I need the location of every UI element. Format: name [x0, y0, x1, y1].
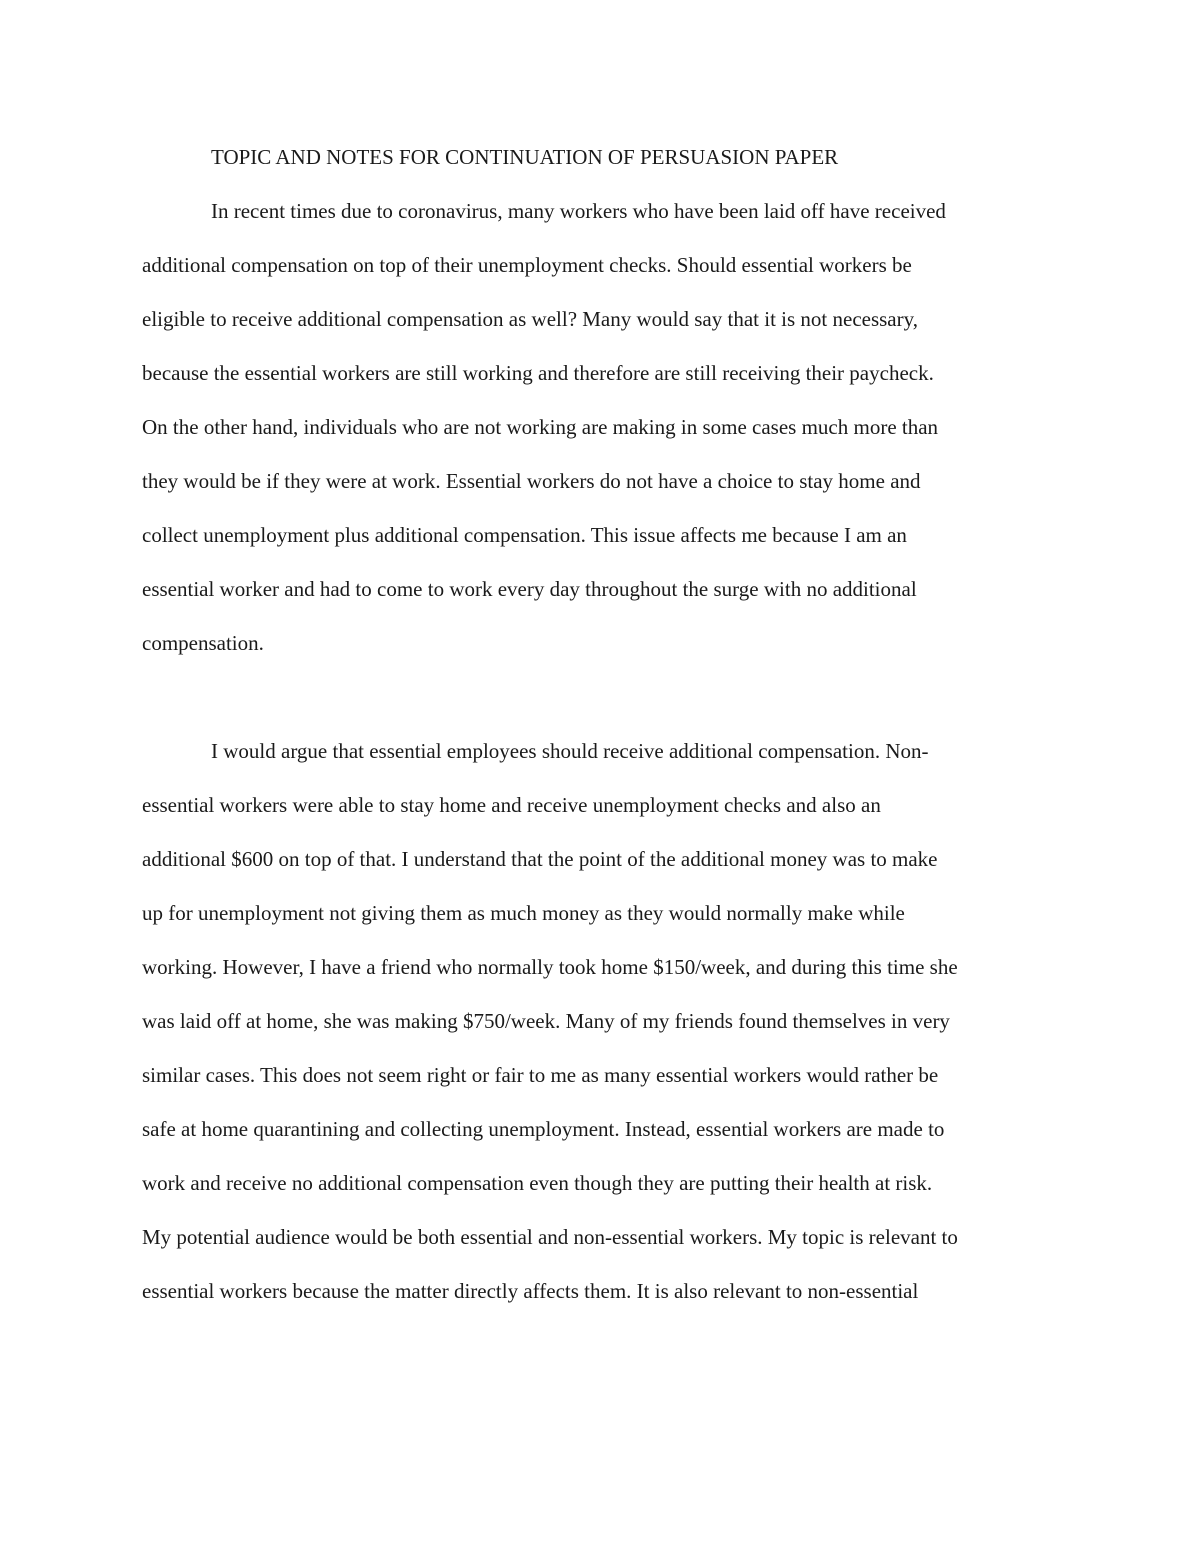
paragraph-line: compensation.	[142, 631, 264, 655]
paragraph-line: On the other hand, individuals who are not working are making in some cases much more than	[142, 415, 939, 439]
paragraph-line: working. However, I have a friend who normally took home $150/week, and during this time she	[142, 955, 958, 979]
paragraph-line: because the essential workers are still working and therefore are still receiving their paycheck.	[142, 361, 934, 385]
paragraph-1	[142, 184, 1072, 670]
paragraph-spacer	[142, 670, 1072, 724]
paragraph-line: up for unemployment not giving them as much money as they would normally make while	[142, 901, 905, 925]
paragraph-2	[142, 724, 1072, 1318]
paragraph-line: essential workers were able to stay home and receive unemployment checks and also an	[142, 793, 881, 817]
document-title: TOPIC AND NOTES FOR CONTINUATION OF PERSUASION PAPER	[211, 145, 839, 169]
paragraph-line: In recent times due to coronavirus, many workers who have been laid off have received	[211, 199, 946, 223]
paragraph-line: additional $600 on top of that. I understand that the point of the additional money was to make	[142, 847, 938, 871]
paragraph-line: safe at home quarantining and collecting unemployment. Instead, essential workers are made to	[142, 1117, 945, 1141]
paragraph-line: essential workers because the matter directly affects them. It is also relevant to non-essential	[142, 1279, 919, 1303]
paragraph-line: collect unemployment plus additional compensation. This issue affects me because I am an	[142, 523, 907, 547]
paragraph-line: additional compensation on top of their unemployment checks. Should essential workers be	[142, 253, 912, 277]
paragraph-line: they would be if they were at work. Essential workers do not have a choice to stay home and	[142, 469, 921, 493]
paragraph-line: I would argue that essential employees should receive additional compensation. Non-	[211, 739, 929, 763]
paragraph-line: essential worker and had to come to work every day throughout the surge with no additional	[142, 577, 917, 601]
paragraph-line: was laid off at home, she was making $750/week. Many of my friends found themselves in very	[142, 1009, 950, 1033]
paragraph-line: work and receive no additional compensation even though they are putting their health at risk.	[142, 1171, 933, 1195]
paragraph-line: My potential audience would be both essential and non-essential workers. My topic is relevant to	[142, 1225, 958, 1249]
paragraph-line: similar cases. This does not seem right or fair to me as many essential workers would rather be	[142, 1063, 939, 1087]
document-body	[142, 130, 1072, 1318]
paragraph-line: eligible to receive additional compensation as well? Many would say that it is not necessary,	[142, 307, 919, 331]
